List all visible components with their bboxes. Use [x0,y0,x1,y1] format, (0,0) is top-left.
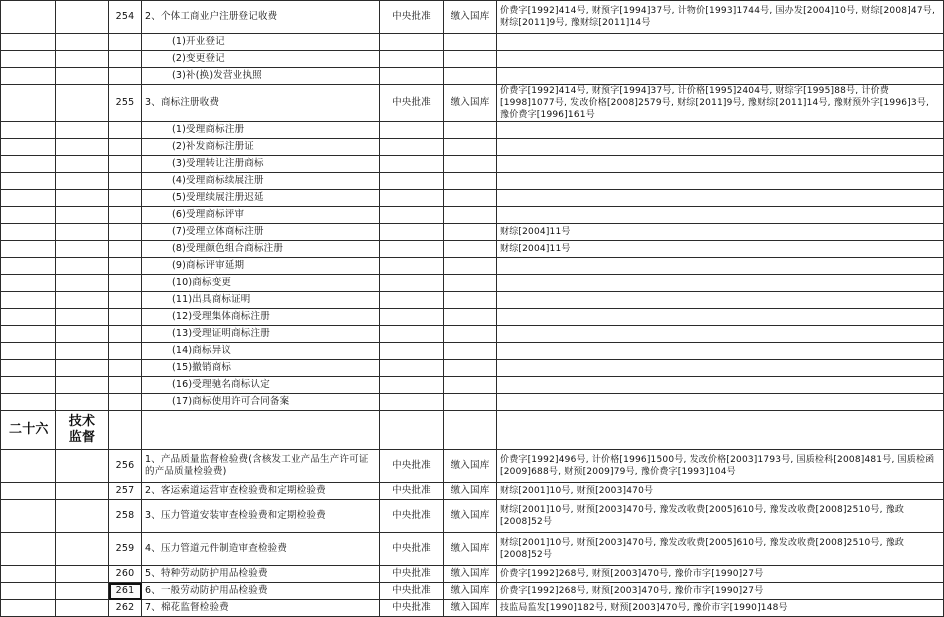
approval-cell[interactable] [380,292,444,309]
approval-cell[interactable]: 中央批准 [380,450,444,483]
destination-cell[interactable] [444,309,497,326]
col-a-cell[interactable] [1,190,56,207]
table-row [1,258,944,275]
col-a-cell[interactable] [1,122,56,139]
destination-cell[interactable] [444,207,497,224]
approval-cell[interactable] [380,309,444,326]
row-number-cell[interactable]: 254 [109,1,142,34]
table-row [1,224,944,241]
approval-cell[interactable] [380,51,444,68]
col-b-cell[interactable] [56,1,109,34]
table-row [1,85,944,122]
basis-cell[interactable] [497,207,944,224]
col-b-cell[interactable] [56,377,109,394]
col-a-cell[interactable] [1,583,56,600]
col-b-cell[interactable] [56,241,109,258]
col-a-cell[interactable] [1,173,56,190]
table-row [1,156,944,173]
row-number-cell[interactable] [109,173,142,190]
table-row [1,450,944,483]
table-body [1,1,944,617]
approval-cell[interactable] [380,207,444,224]
sub-item-cell[interactable]: (9)商标评审延期 [142,258,380,275]
destination-cell[interactable] [444,156,497,173]
col-a-cell[interactable] [1,51,56,68]
row-number-cell[interactable]: 261 [109,583,142,600]
fee-name-cell[interactable]: 1、产品质量监督检验费(含核发工业产品生产许可证的产品质量检验费) [142,450,380,483]
row-number-cell[interactable] [109,190,142,207]
col-b-cell[interactable] [56,343,109,360]
destination-cell[interactable]: 缴入国库 [444,450,497,483]
row-number-cell[interactable] [109,394,142,411]
row-number-cell[interactable] [109,292,142,309]
basis-cell[interactable]: 价费字[1992]414号, 财预字[1994]37号, 计物价[1993]1744号, 国办发[2004]10号, 财综[2008]47号, 财综[2011]9号, 豫财综[2011]14号 [497,1,944,34]
basis-cell[interactable] [497,360,944,377]
table-row [1,190,944,207]
col-a-cell[interactable] [1,207,56,224]
basis-cell[interactable]: 财综[2004]11号 [497,224,944,241]
table-row [1,241,944,258]
destination-cell[interactable]: 缴入国库 [444,533,497,566]
sub-item-cell[interactable]: (3)补(换)发营业执照 [142,68,380,85]
col-b-cell[interactable] [56,122,109,139]
row-number-cell[interactable] [109,360,142,377]
row-number-cell[interactable] [109,326,142,343]
col-b-cell[interactable] [56,85,109,122]
col-b-cell[interactable] [56,224,109,241]
destination-cell[interactable] [444,241,497,258]
table-row [1,207,944,224]
col-a-cell[interactable] [1,258,56,275]
basis-cell[interactable]: 财综[2004]11号 [497,241,944,258]
col-b-cell[interactable] [56,139,109,156]
destination-cell[interactable] [444,275,497,292]
destination-cell[interactable] [444,122,497,139]
table-row [1,139,944,156]
sub-item-cell[interactable]: (1)开业登记 [142,34,380,51]
col-a-cell[interactable] [1,275,56,292]
col-a-cell[interactable] [1,68,56,85]
row-number-cell[interactable] [109,51,142,68]
destination-cell[interactable]: 缴入国库 [444,1,497,34]
fee-name-cell[interactable]: 4、压力管道元件制造审查检验费 [142,533,380,566]
destination-cell[interactable] [444,68,497,85]
basis-cell[interactable] [497,190,944,207]
approval-cell[interactable] [380,343,444,360]
destination-cell[interactable] [444,394,497,411]
sub-item-cell[interactable]: (15)撤销商标 [142,360,380,377]
col-b-cell[interactable] [56,156,109,173]
col-a-cell[interactable] [1,139,56,156]
col-a-cell[interactable] [1,450,56,483]
empty-cell[interactable] [142,411,380,450]
basis-cell[interactable] [497,156,944,173]
row-number-cell[interactable] [109,343,142,360]
col-a-cell[interactable] [1,377,56,394]
row-number-cell[interactable] [109,275,142,292]
row-number-cell[interactable] [109,156,142,173]
approval-cell[interactable] [380,377,444,394]
destination-cell[interactable] [444,34,497,51]
table-row [1,275,944,292]
approval-cell[interactable] [380,139,444,156]
approval-cell[interactable] [380,34,444,51]
fee-name-cell[interactable]: 7、棉花监督检验费 [142,600,380,617]
approval-cell[interactable]: 中央批准 [380,566,444,583]
col-b-cell[interactable] [56,360,109,377]
sub-item-cell[interactable]: (3)受理转让注册商标 [142,156,380,173]
sub-item-cell[interactable]: (4)受理商标续展注册 [142,173,380,190]
fee-name-cell[interactable]: 3、商标注册收费 [142,85,380,122]
col-a-cell[interactable] [1,483,56,500]
fee-name-cell[interactable]: 5、特种劳动防护用品检验费 [142,566,380,583]
table-row [1,34,944,51]
approval-cell[interactable] [380,190,444,207]
table-row [1,500,944,533]
table-row [1,309,944,326]
sub-item-cell[interactable]: (17)商标使用许可合同备案 [142,394,380,411]
approval-cell[interactable] [380,122,444,139]
table-row [1,377,944,394]
table-row [1,566,944,583]
basis-cell[interactable] [497,309,944,326]
destination-cell[interactable] [444,51,497,68]
approval-cell[interactable] [380,241,444,258]
destination-cell[interactable] [444,292,497,309]
approval-cell[interactable]: 中央批准 [380,85,444,122]
table-row [1,68,944,85]
table-row [1,122,944,139]
sub-item-cell[interactable]: (14)商标异议 [142,343,380,360]
row-number-cell[interactable] [109,377,142,394]
empty-cell[interactable] [380,411,444,450]
col-a-cell[interactable] [1,1,56,34]
sub-item-cell[interactable]: (7)受理立体商标注册 [142,224,380,241]
approval-cell[interactable] [380,326,444,343]
section-row [1,411,944,450]
empty-cell[interactable] [109,411,142,450]
destination-cell[interactable] [444,224,497,241]
row-number-cell[interactable] [109,258,142,275]
destination-cell[interactable] [444,173,497,190]
basis-cell[interactable]: 价费字[1992]496号, 计价格[1996]1500号, 发改价格[2003]1793号, 国质检科[2008]481号, 国质检函[2009]688号, 财预[2009]79号, 豫价费字[1993]104号 [497,450,944,483]
approval-cell[interactable] [380,156,444,173]
col-b-cell[interactable] [56,275,109,292]
basis-cell[interactable] [497,34,944,51]
col-a-cell[interactable] [1,394,56,411]
basis-cell[interactable]: 财综[2001]10号, 财预[2003]470号, 豫发改收费[2005]610号, 豫发改收费[2008]2510号, 豫政[2008]52号 [497,533,944,566]
destination-cell[interactable] [444,258,497,275]
fee-name-cell[interactable]: 2、客运索道运营审查检验费和定期检验费 [142,483,380,500]
table-row [1,173,944,190]
row-number-cell[interactable]: 259 [109,533,142,566]
destination-cell[interactable] [444,190,497,207]
destination-cell[interactable] [444,343,497,360]
destination-cell[interactable]: 缴入国库 [444,583,497,600]
col-a-cell[interactable] [1,360,56,377]
basis-cell[interactable]: 财综[2001]10号, 财预[2003]470号 [497,483,944,500]
approval-cell[interactable]: 中央批准 [380,533,444,566]
approval-cell[interactable] [380,68,444,85]
table-row [1,394,944,411]
col-a-cell[interactable] [1,156,56,173]
col-a-cell[interactable] [1,326,56,343]
col-b-cell[interactable] [56,34,109,51]
row-number-cell[interactable] [109,224,142,241]
col-b-cell[interactable] [56,600,109,617]
destination-cell[interactable]: 缴入国库 [444,600,497,617]
basis-cell[interactable] [497,343,944,360]
approval-cell[interactable]: 中央批准 [380,500,444,533]
destination-cell[interactable]: 缴入国库 [444,566,497,583]
fee-name-cell[interactable]: 6、一般劳动防护用品检验费 [142,583,380,600]
col-b-cell[interactable] [56,292,109,309]
sub-item-cell[interactable]: (1)受理商标注册 [142,122,380,139]
basis-cell[interactable]: 价费字[1992]414号, 财预字[1994]37号, 计价格[1995]2404号, 财综字[1995]88号, 计价费[1998]1077号, 发改价格[2008]2579号, 财综[2011]9号, 豫财综[2011]14号, 豫财预外字[1996]3号, 豫价费字[1996]161号 [497,85,944,122]
col-a-cell[interactable] [1,85,56,122]
row-number-cell[interactable] [109,34,142,51]
basis-cell[interactable]: 价费字[1992]268号, 财预[2003]470号, 豫价市字[1990]27号 [497,583,944,600]
basis-cell[interactable] [497,173,944,190]
col-a-cell[interactable] [1,309,56,326]
sub-item-cell[interactable]: (13)受理证明商标注册 [142,326,380,343]
approval-cell[interactable]: 中央批准 [380,583,444,600]
col-b-cell[interactable] [56,326,109,343]
table-row [1,326,944,343]
row-number-cell[interactable] [109,241,142,258]
basis-cell[interactable] [497,258,944,275]
row-number-cell[interactable]: 262 [109,600,142,617]
row-number-cell[interactable] [109,139,142,156]
approval-cell[interactable] [380,394,444,411]
row-number-cell[interactable]: 260 [109,566,142,583]
section-index-cell[interactable]: 二十六 [1,411,56,450]
col-b-cell[interactable] [56,51,109,68]
approval-cell[interactable]: 中央批准 [380,1,444,34]
table-row [1,600,944,617]
section-title-cell[interactable]: 技术监督 [56,411,109,450]
basis-cell[interactable] [497,139,944,156]
col-b-cell[interactable] [56,500,109,533]
table-row [1,533,944,566]
approval-cell[interactable] [380,224,444,241]
destination-cell[interactable] [444,326,497,343]
sub-item-cell[interactable]: (11)出具商标证明 [142,292,380,309]
row-number-cell[interactable]: 255 [109,85,142,122]
col-a-cell[interactable] [1,241,56,258]
col-a-cell[interactable] [1,343,56,360]
approval-cell[interactable] [380,173,444,190]
col-a-cell[interactable] [1,533,56,566]
row-number-cell[interactable]: 256 [109,450,142,483]
col-b-cell[interactable] [56,190,109,207]
sub-item-cell[interactable]: (8)受理颜色组合商标注册 [142,241,380,258]
basis-cell[interactable] [497,292,944,309]
col-b-cell[interactable] [56,394,109,411]
table-row [1,343,944,360]
approval-cell[interactable] [380,360,444,377]
destination-cell[interactable]: 缴入国库 [444,483,497,500]
table-row [1,583,944,600]
destination-cell[interactable]: 缴入国库 [444,500,497,533]
approval-cell[interactable] [380,258,444,275]
basis-cell[interactable] [497,394,944,411]
basis-cell[interactable] [497,275,944,292]
table-row [1,360,944,377]
destination-cell[interactable] [444,139,497,156]
col-b-cell[interactable] [56,173,109,190]
col-a-cell[interactable] [1,292,56,309]
row-number-cell[interactable]: 258 [109,500,142,533]
fee-name-cell[interactable]: 2、个体工商业户注册登记收费 [142,1,380,34]
col-a-cell[interactable] [1,566,56,583]
sub-item-cell[interactable]: (2)变更登记 [142,51,380,68]
col-b-cell[interactable] [56,258,109,275]
destination-cell[interactable]: 缴入国库 [444,85,497,122]
basis-cell[interactable] [497,68,944,85]
basis-cell[interactable] [497,51,944,68]
sub-item-cell[interactable]: (12)受理集体商标注册 [142,309,380,326]
row-number-cell[interactable] [109,207,142,224]
basis-cell[interactable] [497,122,944,139]
row-number-cell[interactable] [109,309,142,326]
col-a-cell[interactable] [1,34,56,51]
table-row [1,51,944,68]
col-b-cell[interactable] [56,207,109,224]
sub-item-cell[interactable]: (5)受理续展注册迟延 [142,190,380,207]
destination-cell[interactable] [444,360,497,377]
row-number-cell[interactable]: 257 [109,483,142,500]
sub-item-cell[interactable]: (2)补发商标注册证 [142,139,380,156]
basis-cell[interactable]: 财综[2001]10号, 财预[2003]470号, 豫发改收费[2005]610号, 豫发改收费[2008]2510号, 豫政[2008]52号 [497,500,944,533]
table-row [1,483,944,500]
sub-item-cell[interactable]: (6)受理商标评审 [142,207,380,224]
approval-cell[interactable]: 中央批准 [380,483,444,500]
basis-cell[interactable]: 技监局监发[1990]182号, 财预[2003]470号, 豫价市字[1990]148号 [497,600,944,617]
fee-name-cell[interactable]: 3、压力管道安装审查检验费和定期检验费 [142,500,380,533]
col-a-cell[interactable] [1,224,56,241]
col-b-cell[interactable] [56,450,109,483]
col-b-cell[interactable] [56,566,109,583]
col-a-cell[interactable] [1,500,56,533]
basis-cell[interactable] [497,377,944,394]
col-b-cell[interactable] [56,533,109,566]
row-number-cell[interactable] [109,122,142,139]
empty-cell[interactable] [497,411,944,450]
col-a-cell[interactable] [1,600,56,617]
basis-cell[interactable] [497,326,944,343]
sub-item-cell[interactable]: (10)商标变更 [142,275,380,292]
basis-cell[interactable]: 价费字[1992]268号, 财预[2003]470号, 豫价市字[1990]27号 [497,566,944,583]
table-row [1,292,944,309]
table-row [1,1,944,34]
col-b-cell[interactable] [56,583,109,600]
approval-cell[interactable]: 中央批准 [380,600,444,617]
col-b-cell[interactable] [56,68,109,85]
approval-cell[interactable] [380,275,444,292]
row-number-cell[interactable] [109,68,142,85]
empty-cell[interactable] [444,411,497,450]
destination-cell[interactable] [444,377,497,394]
sub-item-cell[interactable]: (16)受理驰名商标认定 [142,377,380,394]
col-b-cell[interactable] [56,483,109,500]
col-b-cell[interactable] [56,309,109,326]
